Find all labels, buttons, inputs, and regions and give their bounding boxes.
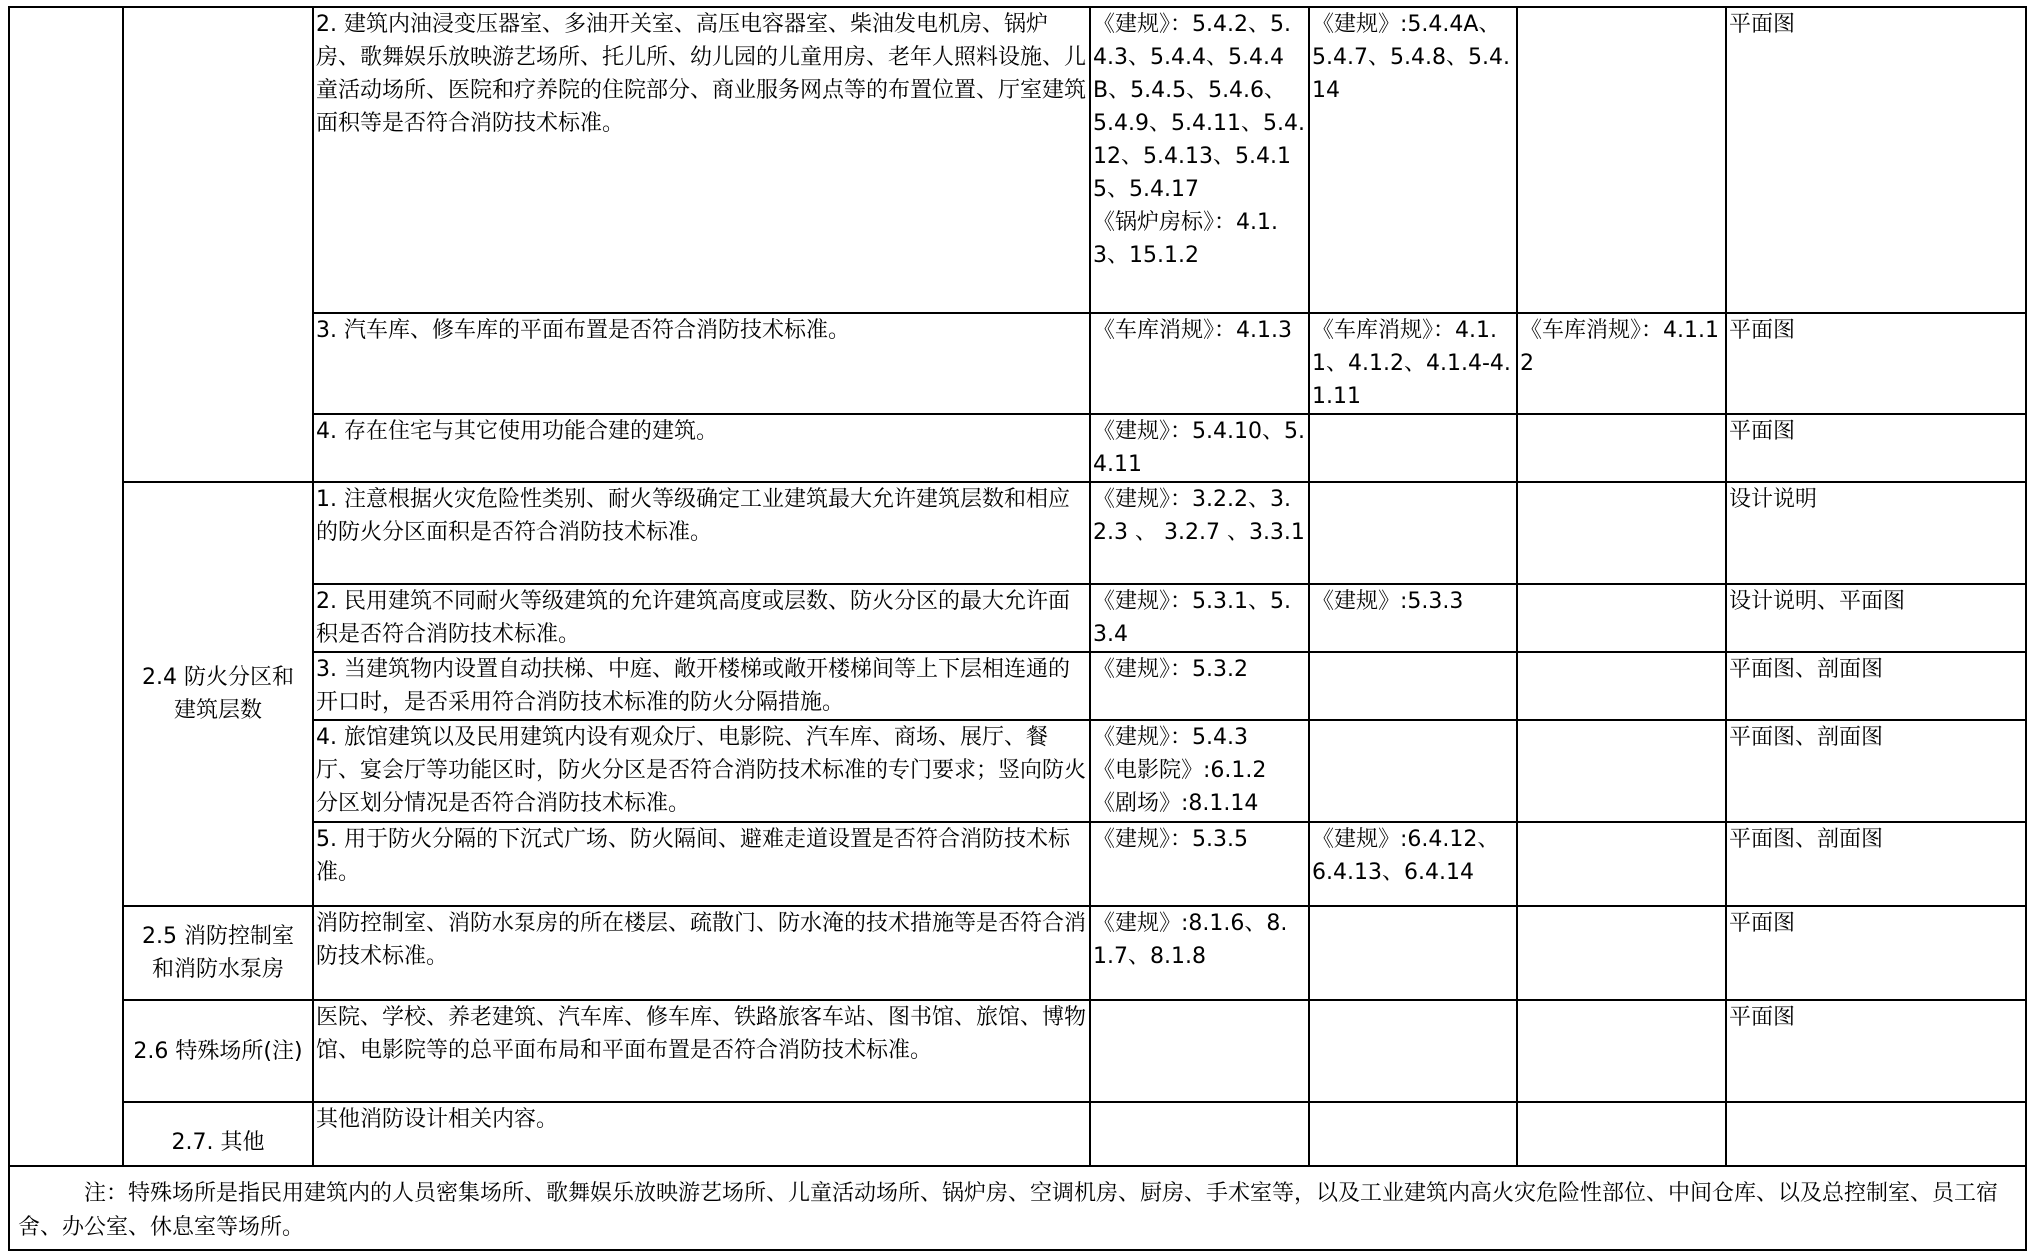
table-row	[9, 482, 2026, 584]
reference-primary-cell	[1090, 1102, 1309, 1166]
item-cell: 1. 注意根据火灾危险性类别、耐火等级确定工业建筑最大允许建筑层数和相应的防火分区面积是否符合消防技术标准。	[313, 482, 1090, 584]
section-title-cell: 2.4 防火分区和建筑层数	[123, 482, 313, 906]
reference-line: 《电影院》:6.1.2	[1093, 758, 1267, 783]
item-cell: 5. 用于防火分隔的下沉式广场、防火隔间、避难走道设置是否符合消防技术标准。	[313, 822, 1090, 906]
table-row	[9, 1000, 2026, 1102]
reference-primary-cell: 《车库消规》：4.1.3	[1090, 313, 1309, 414]
reference-tertiary-cell	[1517, 414, 1726, 482]
reference-secondary-cell	[1309, 1000, 1517, 1102]
document-cell: 设计说明	[1726, 482, 2026, 584]
reference-secondary-cell	[1309, 1102, 1517, 1166]
table-row	[9, 906, 2026, 1000]
reference-tertiary-cell	[1517, 720, 1726, 822]
reference-secondary-cell: 《建规》:5.4.4A、5.4.7、5.4.8、5.4.14	[1309, 7, 1517, 313]
reference-line: 《剧场》:8.1.14	[1093, 791, 1259, 816]
reference-secondary-cell: 《车库消规》：4.1.1、4.1.2、4.1.4-4.1.11	[1309, 313, 1517, 414]
document-cell: 平面图	[1726, 1000, 2026, 1102]
reference-tertiary-cell	[1517, 906, 1726, 1000]
reference-primary-cell: 《建规》：5.4.10、5.4.11	[1090, 414, 1309, 482]
reference-tertiary-cell	[1517, 7, 1726, 313]
reference-tertiary-cell	[1517, 652, 1726, 720]
reference-tertiary-cell	[1517, 482, 1726, 584]
item-cell: 消防控制室、消防水泵房的所在楼层、疏散门、防水淹的技术措施等是否符合消防技术标准。	[313, 906, 1090, 1000]
reference-primary-cell: 《建规》：5.3.2	[1090, 652, 1309, 720]
reference-tertiary-cell	[1517, 822, 1726, 906]
section-cell	[123, 7, 313, 482]
reference-secondary-cell	[1309, 482, 1517, 584]
section-title-cell: 2.6 特殊场所(注)	[123, 1000, 313, 1102]
document-cell: 平面图、剖面图	[1726, 720, 2026, 822]
chapter-cell	[9, 7, 123, 1166]
section-title-cell: 2.7. 其他	[123, 1102, 313, 1166]
reference-line: 《建规》：5.4.3	[1093, 725, 1248, 750]
reference-primary-cell: 《建规》：5.3.5	[1090, 822, 1309, 906]
reference-tertiary-cell	[1517, 1102, 1726, 1166]
document-cell: 平面图	[1726, 313, 2026, 414]
reference-line: 《锅炉房标》：4.1.3、15.1.2	[1093, 210, 1278, 268]
item-cell: 4. 存在住宅与其它使用功能合建的建筑。	[313, 414, 1090, 482]
item-cell: 2. 民用建筑不同耐火等级建筑的允许建筑高度或层数、防火分区的最大允许面积是否符合消防技术标准。	[313, 584, 1090, 652]
review-table	[8, 6, 2027, 1251]
reference-secondary-cell: 《建规》:6.4.12、6.4.13、6.4.14	[1309, 822, 1517, 906]
item-cell: 其他消防设计相关内容。	[313, 1102, 1090, 1166]
reference-primary-cell: 《建规》：3.2.2、3.2.3 、 3.2.7 、3.3.1	[1090, 482, 1309, 584]
reference-primary-cell: 《建规》：5.3.1、5.3.4	[1090, 584, 1309, 652]
reference-secondary-cell: 《建规》:5.3.3	[1309, 584, 1517, 652]
document-cell: 设计说明、平面图	[1726, 584, 2026, 652]
reference-secondary-cell	[1309, 414, 1517, 482]
document-cell: 平面图、剖面图	[1726, 822, 2026, 906]
document-cell	[1726, 1102, 2026, 1166]
item-cell: 3. 汽车库、修车库的平面布置是否符合消防技术标准。	[313, 313, 1090, 414]
item-cell: 2. 建筑内油浸变压器室、多油开关室、高压电容器室、柴油发电机房、锅炉房、歌舞娱乐放映游艺场所、托儿所、幼儿园的儿童用房、老年人照料设施、儿童活动场所、医院和疗养院的住院部分、商业服务网点等的布置位置、厅室建筑面积等是否符合消防技术标准。	[313, 7, 1090, 313]
item-cell: 4. 旅馆建筑以及民用建筑内设有观众厅、电影院、汽车库、商场、展厅、餐厅、宴会厅等功能区时，防火分区是否符合消防技术标准的专门要求；竖向防火分区划分情况是否符合消防技术标准。	[313, 720, 1090, 822]
reference-tertiary-cell: 《车库消规》：4.1.12	[1517, 313, 1726, 414]
reference-line: 《建规》：5.4.2、5.4.3、5.4.4、5.4.4B、5.4.5、5.4.6、5.4.9、5.4.11、5.4.12、5.4.13、5.4.15、5.4.17	[1093, 12, 1305, 202]
table-row	[9, 1102, 2026, 1166]
footnote: 注：特殊场所是指民用建筑内的人员密集场所、歌舞娱乐放映游艺场所、儿童活动场所、锅炉房、空调机房、厨房、手术室等，以及工业建筑内高火灾危险性部位、中间仓库、以及总控制室、员工宿舍、办公室、休息室等场所。	[9, 1166, 2026, 1250]
document-cell: 平面图、剖面图	[1726, 652, 2026, 720]
reference-secondary-cell	[1309, 906, 1517, 1000]
item-cell: 医院、学校、养老建筑、汽车库、修车库、铁路旅客车站、图书馆、旅馆、博物馆、电影院等的总平面布局和平面布置是否符合消防技术标准。	[313, 1000, 1090, 1102]
document-cell: 平面图	[1726, 414, 2026, 482]
document-cell: 平面图	[1726, 906, 2026, 1000]
reference-secondary-cell	[1309, 652, 1517, 720]
document-cell: 平面图	[1726, 7, 2026, 313]
reference-secondary-cell	[1309, 720, 1517, 822]
reference-tertiary-cell	[1517, 584, 1726, 652]
section-title-cell: 2.5 消防控制室和消防水泵房	[123, 906, 313, 1000]
note-row	[9, 1166, 2026, 1250]
reference-tertiary-cell	[1517, 1000, 1726, 1102]
table-row	[9, 7, 2026, 313]
item-cell: 3. 当建筑物内设置自动扶梯、中庭、敞开楼梯或敞开楼梯间等上下层相连通的开口时，是否采用符合消防技术标准的防火分隔措施。	[313, 652, 1090, 720]
reference-primary-cell	[1090, 720, 1309, 822]
reference-primary-cell: 《建规》:8.1.6、8.1.7、8.1.8	[1090, 906, 1309, 1000]
reference-primary-cell	[1090, 1000, 1309, 1102]
reference-primary-cell	[1090, 7, 1309, 313]
